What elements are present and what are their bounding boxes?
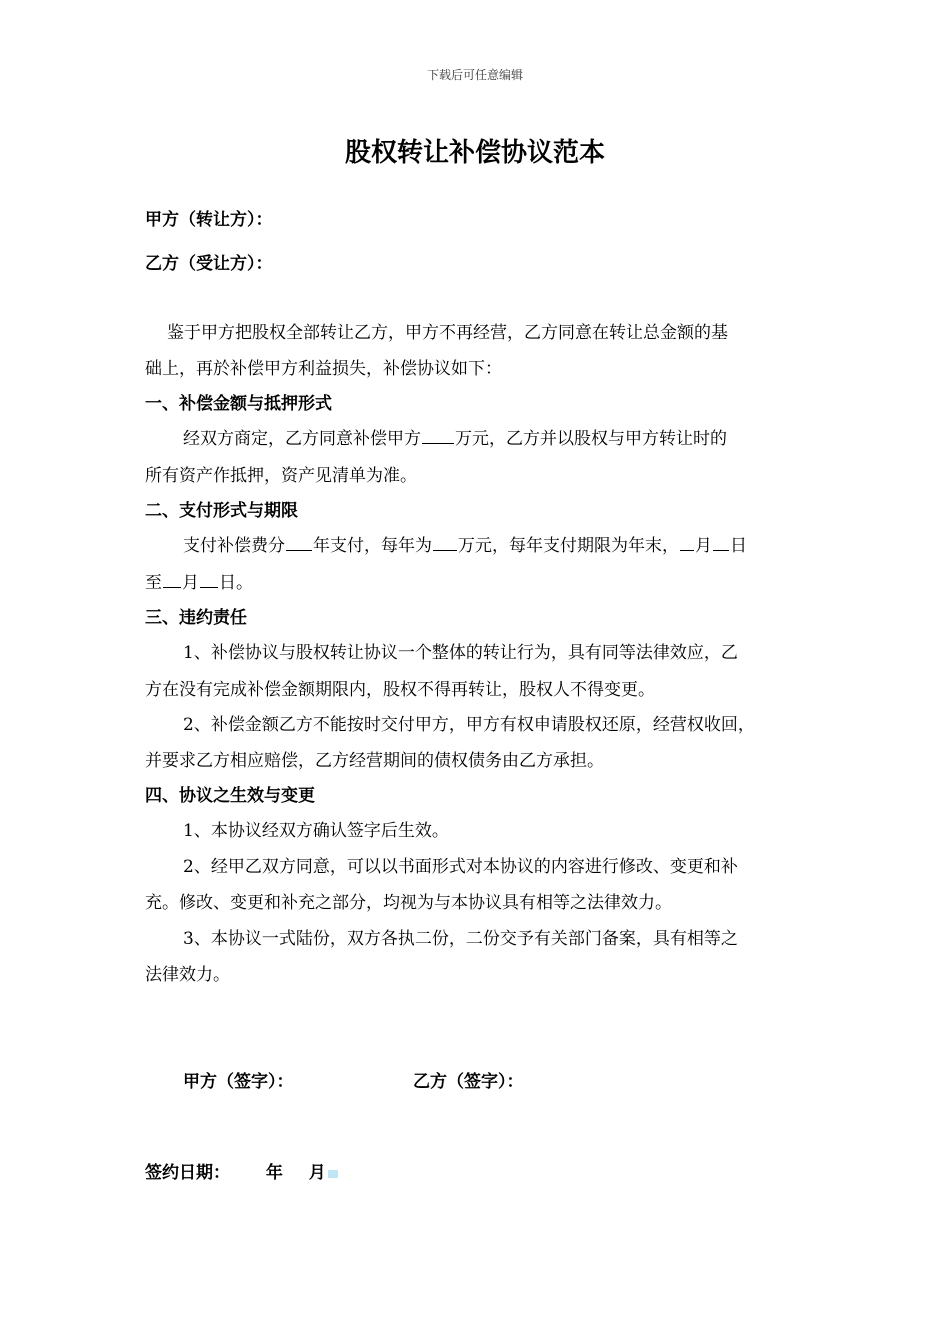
intro-line-2: 础上，再於补偿甲方利益损失，补偿协议如下： [145,359,502,379]
section2-text-f: 至 [145,573,162,593]
section2-text-b: 年支付，每年为 [313,536,432,556]
section1-line-1 [183,424,727,449]
section3-p1-line-1: 1、补偿协议与股权转让协议一个整体的转让行为，具有同等法律效应，乙 [183,643,738,663]
document-title: 股权转让补偿协议范本 [344,138,605,168]
sign-date-month: 月 [308,1163,326,1183]
section2-line-2 [145,568,253,593]
section2-text-d: 月 [695,536,712,556]
party-b-signature: 乙方（签字）： [413,1072,524,1092]
section2-text-e: 日 [730,536,747,556]
section2-text-g: 月 [182,573,199,593]
party-a-signature: 甲方（签字）： [183,1072,294,1092]
section4-heading: 四、协议之生效与变更 [145,786,315,806]
section2-line-1 [183,531,747,556]
day-blank-1[interactable] [713,536,729,551]
section2-heading: 二、支付形式与期限 [145,501,298,521]
amount-blank[interactable] [422,429,454,444]
section4-p2-line-2: 充。修改、变更和补充之部分，均视为与本协议具有相等之法律效力。 [145,893,672,913]
section2-text-c: 万元，每年支付期限为年末， [458,536,679,556]
section3-heading: 三、违约责任 [145,608,247,628]
header-note: 下载后可任意编辑 [426,68,523,82]
text-cursor-highlight [328,1170,338,1178]
section4-p3-line-2: 法律效力。 [145,965,230,985]
section3-p2-line-1: 2、补偿金额乙方不能按时交付甲方，甲方有权申请股权还原，经营权收回， [183,715,755,735]
party-a-label: 甲方（转让方）： [145,210,273,230]
sign-date-year: 年 [265,1163,283,1183]
section2-text-h: 日。 [219,573,253,593]
section1-text-a: 经双方商定，乙方同意补偿甲方 [183,429,421,449]
month-blank-2[interactable] [163,573,181,588]
section3-p1-line-2: 方在没有完成补偿金额期限内，股权不得再转让，股权人不得变更。 [145,680,655,700]
intro-line-1: 鉴于甲方把股权全部转让乙方，甲方不再经营，乙方同意在转让总金额的基 [167,323,728,343]
sign-date-row [145,1158,338,1183]
section1-heading: 一、补偿金额与抵押形式 [145,394,332,414]
section2-text-a: 支付补偿费分 [183,536,285,556]
section4-p3-line-1: 3、本协议一式陆份，双方各执二份，二份交予有关部门备案，具有相等之 [183,929,738,949]
section1-text-b: 万元，乙方并以股权与甲方转让时的 [455,429,727,449]
sign-date-label: 签约日期： [145,1163,230,1183]
years-blank[interactable] [286,536,312,551]
month-blank-1[interactable] [680,536,694,551]
party-b-label: 乙方（受让方）： [145,254,273,274]
section3-p2-line-2: 并要求乙方相应赔偿，乙方经营期间的债权债务由乙方承担。 [145,751,604,771]
day-blank-2[interactable] [200,573,218,588]
yearly-amount-blank[interactable] [433,536,457,551]
section4-p1: 1、本协议经双方确认签字后生效。 [183,821,449,841]
section4-p2-line-1: 2、经甲乙双方同意，可以以书面形式对本协议的内容进行修改、变更和补 [183,857,738,877]
section1-line-2: 所有资产作抵押，资产见清单为准。 [145,466,417,486]
